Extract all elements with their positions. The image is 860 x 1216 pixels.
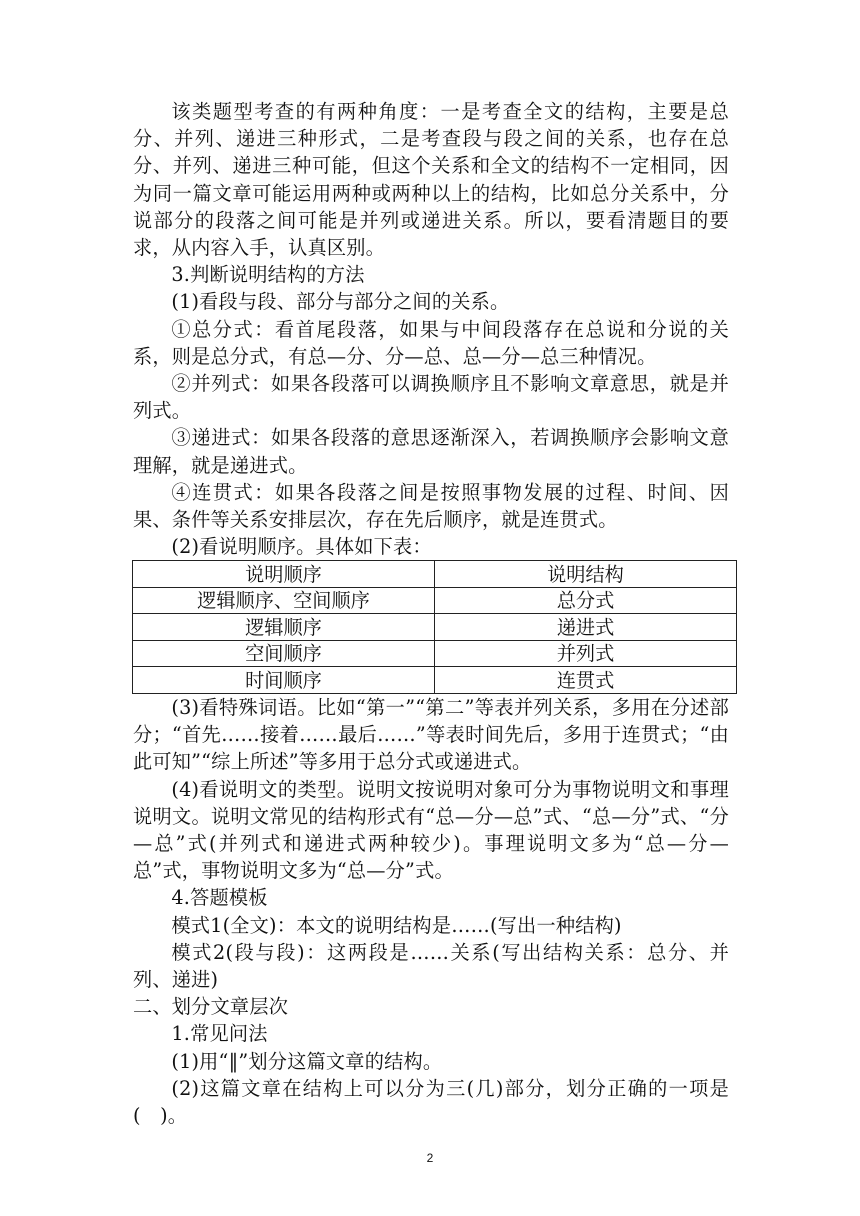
table-header-row bbox=[133, 561, 737, 588]
subheading: 1.常见问法 bbox=[171, 1022, 268, 1046]
table-cell: 时间顺序 bbox=[133, 667, 435, 694]
table-row bbox=[133, 667, 737, 694]
document-body bbox=[133, 98, 729, 1129]
table-cell: 连贯式 bbox=[435, 667, 737, 694]
table-header-cell: 说明结构 bbox=[435, 561, 737, 588]
answer-template: 模式1(全文)：本文的说明结构是……(写出一种结构) bbox=[171, 913, 622, 937]
table-cell: 总分式 bbox=[435, 587, 737, 614]
table-row bbox=[133, 640, 737, 667]
paragraph: (1)看段与段、部分与部分之间的关系。 bbox=[171, 290, 510, 314]
paragraph: ④连贯式：如果各段落之间是按照事物发展的过程、时间、因果、条件等关系安排层次，存在先后顺序，就是连贯式。 bbox=[133, 480, 729, 532]
paragraph: (3)看特殊词语。比如“第一”“第二”等表并列关系，多用在分述部分；“首先……接着……最后……”等表时间先后，多用于连贯式；“由此可知”“综上所述”等多用于总分式或递进式。 bbox=[133, 695, 729, 774]
table-cell: 递进式 bbox=[435, 614, 737, 641]
subheading: 4.答题模板 bbox=[171, 886, 268, 910]
paragraph: ③递进式：如果各段落的意思逐渐深入，若调换顺序会影响文意理解，就是递进式。 bbox=[133, 426, 729, 477]
paragraph: ②并列式：如果各段落可以调换顺序且不影响文章意思，就是并列式。 bbox=[133, 372, 729, 423]
table-header-cell: 说明顺序 bbox=[133, 561, 435, 588]
question-item: (2)这篇文章在结构上可以分为三(几)部分，划分正确的一项是( )。 bbox=[133, 1076, 729, 1127]
order-structure-table bbox=[132, 560, 737, 694]
table-cell: 逻辑顺序、空间顺序 bbox=[133, 587, 435, 614]
table-cell: 逻辑顺序 bbox=[133, 614, 435, 641]
table-row bbox=[133, 587, 737, 614]
question-item: (1)用“‖”划分这篇文章的结构。 bbox=[171, 1049, 443, 1073]
answer-template: 模式2(段与段)：这两段是……关系(写出结构关系：总分、并列、递进) bbox=[133, 940, 729, 991]
paragraph: (4)看说明文的类型。说明文按说明对象可分为事物说明文和事理说明文。说明文常见的结构形式有“总—分—总”式、“总—分”式、“分—总”式(并列式和递进式两种较少)。事理说明文多为“总—分—总”式，事物说明文多为“总—分”式。 bbox=[133, 777, 729, 883]
paragraph: (2)看说明顺序。具体如下表： bbox=[171, 535, 432, 559]
table-row bbox=[133, 614, 737, 641]
paragraph: 该类题型考查的有两种角度：一是考查全文的结构，主要是总分、并列、递进三种形式，二是考查段与段之间的关系，也存在总分、并列、递进三种可能，但这个关系和全文的结构不一定相同，因为同一篇文章可能运用两种或两种以上的结构，比如总分关系中，分说部分的段落之间可能是并列或递进关系。所以，要看清题目的要求，从内容入手，认真区别。 bbox=[133, 100, 729, 260]
table-cell: 空间顺序 bbox=[133, 640, 435, 667]
table-cell: 并列式 bbox=[435, 640, 737, 667]
subheading: 3.判断说明结构的方法 bbox=[171, 263, 365, 287]
page-number: 2 bbox=[426, 1151, 434, 1165]
paragraph: ①总分式：看首尾段落，如果与中间段落存在总说和分说的关系，则是总分式，有总—分、分—总、总—分—总三种情况。 bbox=[133, 317, 729, 368]
section-heading: 二、划分文章层次 bbox=[133, 995, 289, 1019]
